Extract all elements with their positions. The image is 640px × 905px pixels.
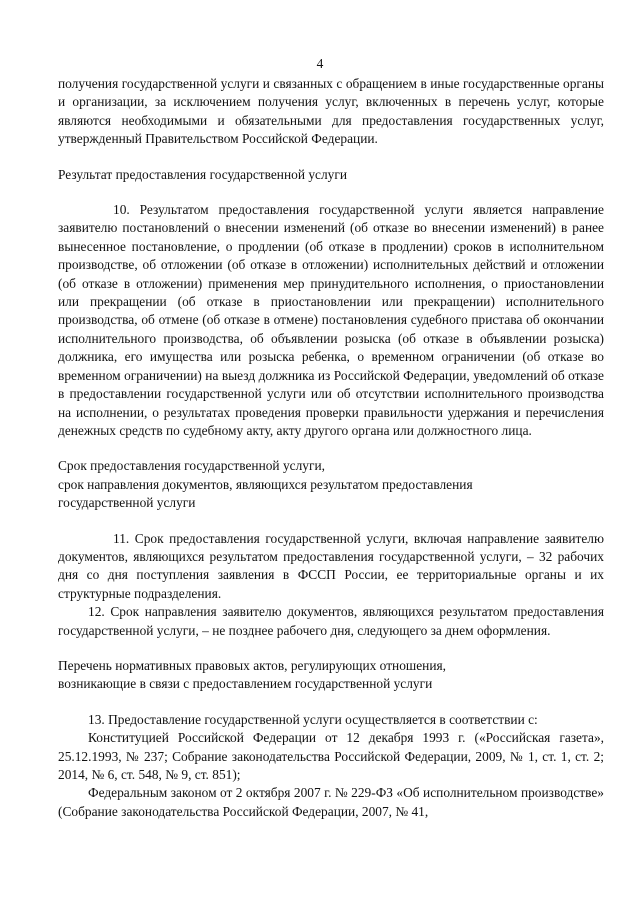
paragraph-intro: получения государственной услуги и связанных с обращением в иные государственные органы и организации, за исключением получения услуг, включенных в перечень услуг, которые являются необходимыми и обязательными для предоставления государственных услуг, утвержденный Правительством Российской Федерации.: [58, 76, 604, 147]
heading-acts-line-2: возникающие в связи с предоставлением государственной услуги: [58, 676, 433, 692]
paragraph-13-constitution: Конституцией Российской Федерации от 12 декабря 1993 г. («Российская газета», 25.12.1993, № 237; Собрание законодательства Российской Федерации, 2009, № 1, ст. 1, ст. 2; 2014, № 6, ст. 548, № 9, ст. 851);: [58, 730, 604, 782]
paragraph-13-law: Федеральным законом от 2 октября 2007 г. № 229-ФЗ «Об исполнительном производстве» (Собрание законодательства Российской Федерации, 2007, № 41,: [58, 785, 604, 819]
paragraph-11: 11. Срок предоставления государственной услуги, включая направление заявителю документов, являющихся результатом предоставления государственной услуги, – 32 рабочих дня со дня поступления заявления в ФССП России, ее территориальные органы и их структурные подразделения.: [58, 530, 604, 601]
heading-term: [58, 457, 604, 512]
heading-result: Результат предоставления государственной услуги: [58, 166, 348, 182]
heading-acts-line-1: Перечень нормативных правовых актов, регулирующих отношения,: [58, 657, 446, 673]
heading-term-line-2: срок направления документов, являющихся результатом предоставления: [58, 476, 473, 492]
document-body: [58, 75, 604, 821]
paragraph-10: 10. Результатом предоставления государственной услуги является направление заявителю постановлений о внесении изменений (об отказе во внесении изменений) в ранее вынесенное постановление, о продлении (об отказе в продлении) сроков в исполнительном производстве, об отложении (об отказе в отложении) исполнительных действий и отложении (об отказе в отложении) применения мер принудительного исполнения, о приостановлении или прекращении (об отказе в приостановлении или прекращении) исполнительного производства, об отмене (об отказе в отмене) постановления судебного пристава об окончании исполнительного производства, об объявлении розыска (об отказе в объявлении розыска) должника, его имущества или розыска ребенка, о временном ограничении (об отказе во временном ограничении) на выезд должника из Российской Федерации, уведомлений об отказе в предоставлении государственной услуги или об отсутствии исполнительного производства на исполнении, о результатах проведения проверки правильности удержания и перечисления денежных средств по судебному акту, акту другого органа или должностного лица.: [58, 202, 604, 438]
page-number: 4: [316, 56, 324, 71]
paragraph-13: 13. Предоставление государственной услуги осуществляется в соответствии с:: [88, 711, 538, 727]
paragraph-12: 12. Срок направления заявителю документов, являющихся результатом предоставления государственной услуги, – не позднее рабочего дня, следующего за днем оформления.: [58, 604, 604, 638]
heading-term-line-3: государственной услуги: [58, 495, 196, 511]
heading-acts: [58, 657, 604, 694]
heading-term-line-1: Срок предоставления государственной услуги,: [58, 458, 325, 474]
